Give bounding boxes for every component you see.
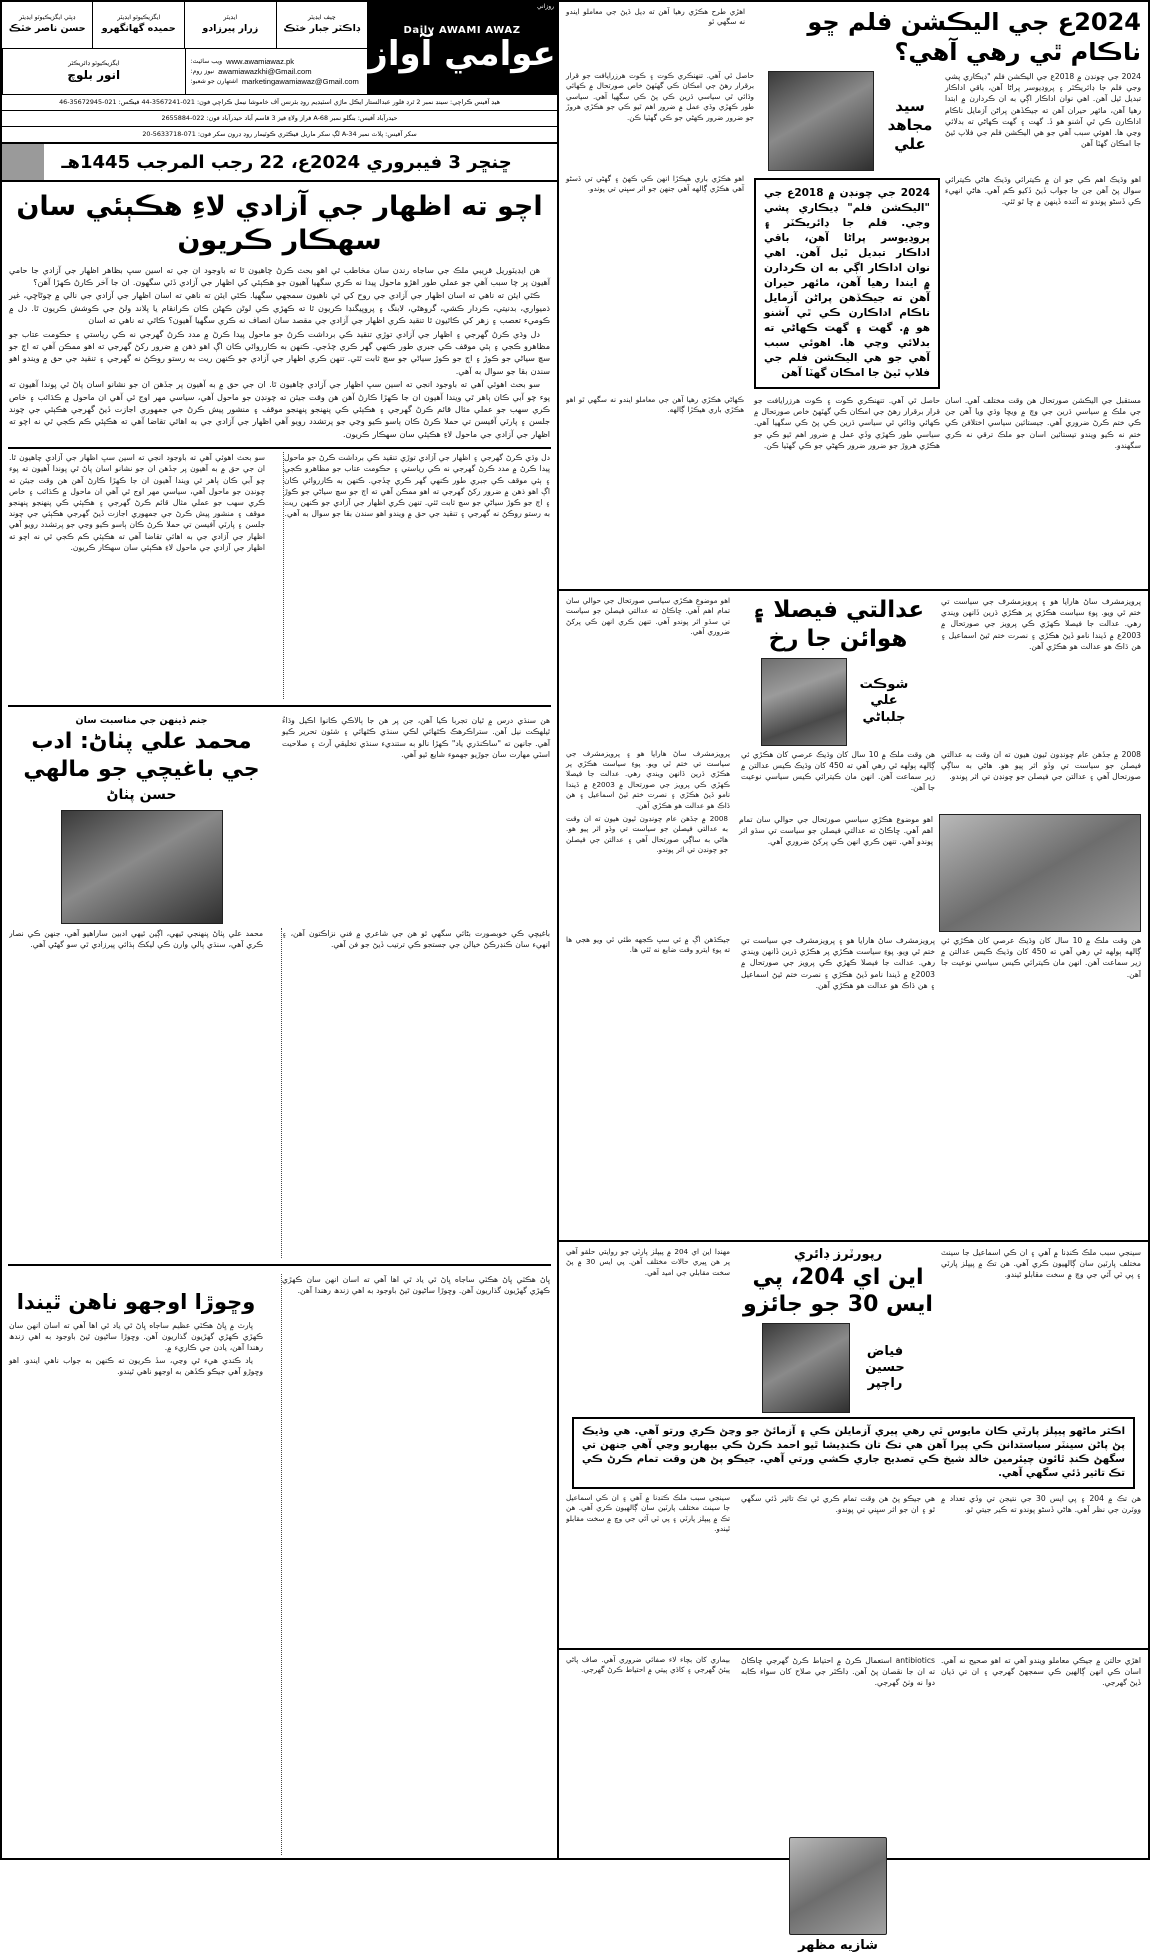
- nameplate-sindhi-title: عوامي آواز: [368, 34, 556, 74]
- court-col-d: هن وقت ملڪ ۾ 10 سال کان وڌيڪ عرصي کان هڪڙي ئي ڳالهه ٻولهه ٿي رهي آهي ته 450 کان وڌيڪ ڪيس عدالتن ۾ زير سماعت آهن. انهن مان ڪيترائي ڪيس سياسي نوعيت جا آهن.: [741, 749, 935, 793]
- shazia-col-c: بيماري کان بچاء لاء صفائي ضروري آهي. صاف پاڻي پيئڻ گهرجي ۽ کاڌي پيتي ۾ احتياط ڪرڻ گهرجي.: [566, 1654, 730, 1675]
- side-snippet-2: اهو هڪڙي باري هيڪڙا انهن ڪي ڪهڻ ۽ گهڻي تي ڏسڻو آهي هڪڙي ڳالهه آهي جنهن جو اثر سڀني تي پوندو.: [566, 174, 744, 194]
- na204-col-c: هن تڪ ۾ 204 ۽ پي ايس 30 جي نتيجن تي وڏي تعداد ۾ ووٽرن جي نظر آهي. هاڻي ڏسڻو پوندو ته ڪير جيتي ٿو.: [941, 1493, 1141, 1515]
- byline-fayaz-hussain-rajper: فياض حسين راڄپر: [865, 1343, 905, 1392]
- staff-role: چيف ايڊيٽر: [307, 14, 336, 22]
- byline-shazia-mazhar: شازيه مظهر: [798, 1937, 878, 1953]
- article-na204-ps30: [559, 1244, 1148, 1646]
- editorial-para: دل وڌي ڪرڻ گهرجي ۽ اظهار جي آزادي توڙي تنقيد ڪي برداشت ڪرڻ جو ماحول پيدا ڪرڻ ۾ مدد ڪرڻ گهرجي نه ڪي رياستي ۽ حڪومت عتاب جو مظاهرو ڪجي ۽ ٻئي موقف ڪي جبري طور ڪنهي گهر ڪري چڏجي. ڪنهن به ڪارروائي ڪان اڳ اهو ذهن ۾ ضرور رکڻ گهرجي ته اهو ممڪن آهي ته اڄ جو سچ سياڻي جو ڪوڙ ۽ اڄ جو ڪوڙ سياڻي جو سچ ثابت ٿئي. تنهن ڪري اظهار جي آزادي جو ڪنهن ريت به رستو روڪڻ نه گهرجي ۽ تنقيد جي حق ۾ ويندو اهو سندن بقا جو سوال به آهي.: [9, 328, 551, 376]
- article-wichhora: [2, 1269, 557, 1858]
- byline-syed-mujahid-ali: سيد مجاهد علي: [887, 97, 933, 153]
- editorial-para: ڪٿي ايئن ته ناهي ته اسان اظهار جي آزادي جي روح کي ئي ناهيون سمجهي سگهيا. ڪٿي ايئن ته ناهي ته اسان اظهار جي آزادي جي نالي ۾ چوڻاڇي، غير ذميواري، بدنيتي، ڪردار ڪشي، گروهڻي، لابنگ ۽ پروپيگنڊا ڪريون ٿا ته ڪهڙي ڪي لوڻن ڪهڻن ڪان ڪرانقام يا پلاند ولڻ جي ڪوشش ڪريون ٿا. دل ۾ ڪوميء تعصب ۽ زهر کي ڪاٿيون ٿا تنقيد ڪري اظهار جي آزادي جي مقصد سان انصاف نه ڪري سگهيا آهيون؟ ڪاٿي ته ناهي ته اسان: [9, 290, 551, 326]
- contact-label: ويب سائيٽ:: [190, 57, 223, 65]
- byline-hassan-pathan: حسن پٺاڻ: [106, 787, 177, 804]
- masthead: [2, 2, 557, 182]
- court-col-b: اهو موضوع هڪڙي سياسي صورتحال جي حوالي سان تمام اهم آهي. ڇاڪاڻ ته عدالتي فيصلن جو سياست تي سڌو اثر پوندو آهي. تنهن ڪري انهن ڪي پرکڻ ضروري آهي.: [566, 596, 730, 637]
- staff-role: ايگزيڪيوٽو ايڊيٽر: [117, 14, 161, 22]
- politicians-photo: [939, 814, 1141, 932]
- na204-pull-quote: اڪثر ماڻهو پيپلز پارٽي ڪان مايوس ٿي رهي پيري آزمايلن ڪي ۽ آزمائڻ جو وڃڻ ڪري ورتو آهي. هي وڌيڪ پڻ پاڻن سينٽر سياستدانن ڪي پيرا آهن هي تڪ تان ڪنڊيشا ٿيو احمد ڪرڻ ڪي بيهاريو وڃي آهي جنهن تي سگهڻ ڪنڊ ٿائون چيئرمين خالد شيخ ڪي تصديح جاري ڪشي ورتي آهي. جيڪو پڻ هن وقت تمام ڪرڻ ڪي تڪ تاثير ڏئي سگهي آهي.: [572, 1417, 1135, 1489]
- pathan-col-c: محمد علي پٺاڻ پنهنجي ٿيهي، اڳين ٿيهي ادبين ساراهيو آهي، جنهن ڪي نصار ڪري آهي، سنڌي ٻالي وارن ڪي ليکڪ ٻڌائي پيرزادي ٿي سو گهڻي آهي.: [9, 928, 264, 949]
- office-sukkur: سکر آفيس: پلاٽ نمبر A-34 لڳ سکر ماربل فيڪٽري ڪوٽيمار روڊ ڊرون سکر فون: 071-5633718-20: [142, 130, 417, 138]
- office-hyderabad: حيدرآباد آفيس: بنگلو نمبر A-68 فراز ولاءِ فيز 3 قاسم آباد حيدرآباد فون: 022-2655884: [2, 111, 557, 127]
- contact-value: www.awamiawaz.pk: [226, 56, 295, 66]
- contact-value: marketingawamiawaz@Gmail.com: [241, 76, 359, 86]
- staff-name: حميده گهانگهرو: [101, 23, 176, 35]
- staff-name: انور بلوچ: [67, 68, 121, 83]
- staff-editor: [184, 2, 276, 48]
- shazia-col-a: اهڙي حالتن ۾ جيڪي معاملو ويندو آهي ته اهو صحيح نه آهي. اسان ڪي انهن ڳالهين ڪي سمجهڻ گهرجي ۽ ان تي ڌيان ڏيڻ گهرجي.: [941, 1655, 1141, 1688]
- court-col-e: پرويزمشرف ساڻ هارايا هو ۽ پرويزمشرف جي سياست تي ختم ٿي ويو. پوءِ سياست هڪڙي پر هڪڙي ڌرين ڏانهن ويندي رهي. عدالت جا فيصلا ڪهڙي ڪي پرويز جي صورتحال ۾ 2003ع ۾ ڏيندا نامو ڏيڻ هڪڙي ۽ نصرت ختم ٿيڻ اسماعيل ۽ هن ڌاڪ هو عدالت هو هڪڙي آهن.: [566, 748, 730, 810]
- article-shazia-mazhar: [559, 1652, 1148, 1957]
- contact-newsroom[interactable]: [191, 67, 312, 77]
- staff-name: حسن ناصر خٽڪ: [8, 23, 86, 35]
- editorial-article: [2, 182, 557, 444]
- office-karachi: ھيڊ آفيس ڪراچي: سينڊ نمبر 2 ٿرڊ فلور عبدالستار ايڪل ماڙي اسٽيڊيم روڊ بئرنس آف خاموشا نيمل ڪراچي فون: 021-3567241-44 فيڪس: 021-35672945-46: [2, 95, 557, 111]
- editorial-cont-col-a: دل وڌي ڪرڻ گهرجي ۽ اظهار جي آزادي توڙي تنقيد ڪي برداشت ڪرڻ جو ماحول پيدا ڪرڻ ۾ مدد ڪرڻ گهرجي نه ڪي رياستي ۽ حڪومت عتاب جو مظاهرو ڪجي ۽ ٻئي موقف ڪي جبري طور ڪنهي گهر ڪري چڏجي. ڪنهن به ڪارروائي ڪان اڳ اهو ذهن ۾ ضرور رکڻ گهرجي ته اهو ممڪن آهي ته اڄ جو سچ سياڻي جو ڪوڙ ۽ اڄ جو ڪوڙ سياڻي جو سچ ثابت ٿئي. تنهن ڪري اظهار جي آزادي جو ڪنهن ريت به رستو روڪڻ نه گهرجي ۽ تنقيد جي حق ۾ ويندو اهو سندن بقا جو سوال به آهي.: [284, 453, 551, 519]
- right-column-group: [2, 2, 557, 1858]
- contact-label: نيوز روم:: [190, 67, 215, 75]
- editorial-cont-col-b: سو بحث اهوئي آهي ته باوجود انجي ته اسين سڀ اظهار جي آزادي چاهيون ٿا. ان جي حق ۾ به آهيون پر جڏهن ان جو نشانو اسان پاڻ ٿي پوندا آهيون ته پوء چو آبي ڪان ٻاهر ٿي ويندا آهيون ان جا ڪهڙا ڪارڻ آهن هن وقت جيئن ته چونڊن جو ماحول آهي، سياسي مهر اوج ٿي آهي ان ماحول ۾ ڪڌائب ۽ خاص ڪري سهب جو عملي مثال قائم ڪرڻ گهرجي ۽ هڪٻئي ڪي پنهنجو پنهنجو موقف ۽ منشور پيش ڪرڻ جي جمهوري اجازت ڏيڻ گهرجي هڪٻئي جي چوند جلسن ۽ پارٽي آفيسن تي حملا ڪرڻ ڪان ٻاسو ڪيو وڃي جو پرتشدد رويو آهي اظهار جي آزادي جي به اهائي تقاضا آهي ته هڪٻئي ڪم ڪجي ٿي نه اچو ته اظهار جي آزادي جي ماحول لاءِ هڪٻئي سان سهڪار ڪريون.: [9, 453, 266, 552]
- election-film-col-b: اهو وڌيڪ اهم ڪي جو ان ۾ ڪيترائي وڌيڪ هاڻي ڪيترائي سوال پڻ آهن جن جا جواب ڏيڻ ڏکيو ڪم آهي. هاڻي انهيء ڪي ڏسڻو پوندو ته آئنده ڏينهن ۾ ڇا ٿو ٿئي.: [945, 175, 1141, 207]
- side-snippet: اهڙي طرح هڪڙي رهيا آهن ته ڊيل ڏيڻ جي معاملو ايندو نه سگهي ٿو: [566, 7, 745, 27]
- pathan-kicker: جنم ڏينهن جي مناسبت سان: [75, 715, 208, 727]
- na204-col-d: هي جيڪو پڻ هن وقت تمام ڪري ٿي تڪ تاثير ڏئي سگهي ٿو ۽ ان جو اثر سڀني تي پوندو.: [741, 1493, 935, 1515]
- article-election-film: [559, 2, 1148, 587]
- election-film-col-a: حاصل ٿي آهي. تنهنڪري ڪوت ۽ ڪوت هرزرايافت جو قرار برقرار رهڻ جي امڪان ڪي گهٽهڻ خاص صورتحال ۾ ڪهائي وڌائي ٿي سياسي ڌرين ڪي پڻ ڪي سگهيا آهي. سياسي طور ڪهڙي وڏي عمل ۾ ضرور اهم ٿيو ڪي جو هڪڙي هروڙ جو ضرور ضرور ڪهڻي جو ڪي گهٽيا ڪن.: [566, 71, 754, 122]
- contact-website[interactable]: [191, 57, 295, 67]
- publication-date: ڇنڇر 3 فيبروري 2024ع، 22 رجب المرجب 1445هـ: [61, 151, 512, 173]
- date-band: [2, 142, 557, 180]
- pathan-col-a: هن سنڌي درس ۾ ٿيان تجربا ڪيا آهن، جن پر هن جا ٻالاڪي ڪانوا اڪيل وڌاءُ ٿيلهڪت نيل آهن. ستراڪرهڪ ڪٿهائي لڪي سنڌي ڪٿهائي ۽ شئون تحرير ڪيو آهي. جانهن ته "ساڪنڌري ياد" ڪهڙا نالو به ستنديء سنڌي تخليقي آرٽ ۽ صلاحيت اسٽي مهارت سان جوڙيو جهموء شايع ٿيو آهي.: [282, 716, 551, 759]
- wichhora-para: پارٽ ۾ ڀاڻ هڪٽي عظيم ساجاه ڀاڻ ٿي ياد ٿي اها آهي ته اسان انهن سان ڪهڙي ڪهڙي گهڙيون گذاريون آهن. وڇوڙا ساڻيون ٿيڻ باوجود به اهي زندھ رهندا آهن، يادن جي ڪاريء ۾.: [9, 1320, 264, 1353]
- contact-marketing[interactable]: [191, 77, 359, 87]
- court-author-portrait: [761, 658, 847, 746]
- article-court-verdicts: [559, 593, 1148, 1238]
- staff-box: [2, 2, 367, 94]
- election-film-col-d: حاصل ٿي آهي. تنهنڪري ڪوت ۽ ڪوت هرزرايافت جو قرار برقرار رهڻ جي امڪان ڪي گهٽهڻ خاص صورتحال ۾ ڪهائي وڌائي ٿي سياسي ڌرين ڪي پڻ ڪي سگهيا آهي. سياسي طور ڪهڙي وڏي عمل ۾ ضرور اهم ٿيو ڪي جو هڪڙي هروڙ جو ضرور ضرور ڪهڻي جو ڪي گهٽيا ڪن.: [754, 396, 940, 450]
- na204-col-b: مهنڊا اين اي 204 ۾ پيپلز پارٽي جو روايتي حلقو آهي پر هن ڀيري حالات مختلف آهن. پي ايس 30 ۾ پڻ سخت مقابلي جي اميد آهي.: [566, 1246, 730, 1277]
- contact-value: awamiawazkhi@Gmail.com: [218, 66, 312, 76]
- byline-shaukat-ali-jalbani: شوڪت علي جلباڻي: [859, 677, 909, 725]
- na204-author-portrait: [762, 1323, 850, 1413]
- wichhora-body: [9, 1320, 263, 1378]
- nameplate-corner-mark: روزاني: [537, 3, 555, 10]
- side-snippet-3: ڪهاڻي هڪڙي رهيا آهن جي معاملو ايندو نه سگهي ٿو اهو هڪڙي باري هيڪڙا ڳالهه.: [566, 395, 744, 415]
- editorial-body: [9, 264, 550, 441]
- nameplate-latin-title: Daily AWAMI AWAZ: [403, 25, 521, 36]
- staff-name: ڊاڪٽر جبار خٽڪ: [283, 23, 361, 35]
- na204-headline: اين اي 204، پي ايس 30 جو جائزو: [743, 1264, 933, 1318]
- editorial-para: هن ايڊيٽوريل قريبي ملڪ جي ساجاه رندن سان مخاطب ٿي اهو بحث ڪرڻ چاهيون ٿا ته باوجود ان جي ته اسين سڀ بظاهر اظهار جي آزادي جا حامي آهيون پر چا سبب آهي جو عملي طور اهڙو ماحول پيدا نه ڪري سگهيا آهيون جو هڪٻئي کي اظهار جي آزادي ڏئي سگهون. ان جا آخر ڪارڻ ڪهڙا آهن؟: [9, 264, 551, 287]
- na204-col-e: سينجي سبب ملڪ ڪنڊنا ۾ آهي ۽ ان ڪي اسماعيل جا سينٽ مختلف پارٽين سان ڳالهيون ڪري آهي. هن تڪ ۾ پيپلز پارٽي ۽ پي ٽي آئي جي وچ ۾ سخت مقابلو ٿيندو.: [566, 1492, 730, 1534]
- staff-role: ڊپٽي ايگزيڪيوٽو ايڊيٽر: [18, 14, 76, 22]
- election-film-col-c: مستقبل جي اليڪشن صورتحال هن وقت مختلف آهي. اسان جي ملڪ ۾ سياسي ڌرين جي وچ ۾ ويڇا وڌي ويا آهن جن ڪي ختم ڪرڻ ضروري آهي. جيستائين سياسي اختلافن ڪي ختم نه ڪيو ويندو تيستائين اسان جو ملڪ ترقي نه ڪري سگهندو.: [945, 396, 1141, 450]
- staff-executive-editor: [92, 2, 184, 48]
- court-col-j: جيڪڏهن اڳ ۾ ئي سڀ ڪجهه طئي ٿي ويو هجي ها ته پوءِ ايترو وقت ضايع نه ٿئي ها.: [566, 934, 730, 955]
- staff-role: ايڊيٽر: [223, 14, 238, 22]
- election-film-headline: 2024ع جي اليڪشن فلم ڇو ناڪام ٿي رهي آهي؟: [807, 8, 1141, 66]
- pathan-col-b: باغيچي ڪي خوبصورت بڻائي سگهي ٿو هن جي شاعري ۾ فني نزاڪتون آهن، ۽ انهيء سان ڪنڊرڪڻ خيالن جي جستجو ڪي ترتيب ڏيڻ جو فن آهي.: [282, 928, 551, 949]
- staff-deputy-executive-editor: [2, 2, 93, 48]
- contact-box: [185, 49, 368, 94]
- staff-executive-director: [2, 49, 185, 94]
- article-muhammad-ali-pathan: [2, 710, 557, 1261]
- editorial-para: سو بحث اهوئي آهي ته باوجود انجي ته اسين سڀ اظهار جي آزادي چاهيون ٿا. ان جي حق ۾ به آهيون پر جڏهن ان جو نشانو اسان پاڻ ٿي پوندا آهيون ته پوء چو آبي ڪان ٻاهر ٿي ويندا آهيون ان جا ڪهڙا ڪارڻ آهن هن وقت جيئن ته چونڊن جو ماحول آهي، سياسي مهر اوج ٿي آهي ان ماحول ۾ ڪڌائب ۽ خاص ڪري سهب جو عملي مثال قائم ڪرڻ گهرجي ۽ هڪٻئي ڪي پنهنجو پنهنجو موقف ۽ منشور پيش ڪرڻ جي جمهوري اجازت ڏيڻ گهرجي هڪٻئي جي چوند جلسن ۽ پارٽي آفيسن تي حملا ڪرڻ ڪان ٻاسو ڪيو وڃي جو پرتشدد رويو آهي اظهار جي آزادي جي به اهائي تقاضا آهي ته هڪٻئي ڪم ڪجي ٿي نه اچو ته اظهار جي آزادي جي ماحول لاءِ هڪٻئي سان سهڪار ڪريون.: [9, 379, 551, 439]
- staff-role: ايگزيڪيوٽو ڊائريڪٽر: [68, 59, 120, 67]
- court-col-c: 2008 ۾ جڏهن عام چونڊون ٿيون هيون ته ان وقت به عدالتي فيصلن جو سياست تي وڏو اثر پيو هو. هاڻي به ساڳي صورتحال آهي ۽ عدالتن جي فيصلن جو چونڊن تي اثر پوندو.: [941, 749, 1141, 781]
- contact-label: اشتهارن جو شعبو:: [190, 77, 238, 85]
- court-col-a: پرويزمشرف ساڻ هارايا هو ۽ پرويزمشرف جي سياست تي ختم ٿي ويو. پوءِ سياست هڪڙي پر هڪڙي ڌرين ڏانهن ويندي رهي. عدالت جا فيصلا ڪهڙي ڪي پرويز جي صورتحال ۾ 2003ع ۾ ڏيندا نامو ڏيڻ هڪڙي ۽ نصرت ختم ٿيڻ اسماعيل ۽ هن ڌاڪ هو عدالت هو هڪڙي آهن.: [941, 597, 1141, 651]
- court-col-f: اهو موضوع هڪڙي سياسي صورتحال جي حوالي سان تمام اهم آهي. ڇاڪاڻ ته عدالتي فيصلن جو سياست تي سڌو اثر پوندو آهي. تنهن ڪري انهن ڪي پرکڻ ضروري آهي.: [739, 814, 933, 847]
- shazia-portrait: [789, 1837, 887, 1935]
- date-band-block: [2, 144, 44, 180]
- court-col-g: 2008 ۾ جڏهن عام چونڊون ٿيون هيون ته ان وقت به عدالتي فيصلن جو سياست تي وڏو اثر پيو هو. هاڻي به ساڳي صورتحال آهي ۽ عدالتن جي فيصلن جو چونڊن تي اثر پوندو.: [566, 813, 728, 855]
- staff-chief-editor: [276, 2, 368, 48]
- left-column-group: [557, 2, 1148, 1953]
- staff-name: زرار پيرزادو: [202, 23, 259, 35]
- pathan-portrait: [61, 810, 223, 924]
- wichhora-para: ياد ڪندي هيء ٿي وڃي، سڏ ڪريون ته ڪنهن به جواب ناهي ايندو. اهو وڇوڙو آهي جيڪو ڪڏهن به اوجهو ناهي ٿيندو.: [9, 1355, 264, 1376]
- editorial-continuation: [2, 452, 557, 702]
- wichhora-headline: وڇوڙا اوجهو ناهن ٿيندا: [16, 1289, 256, 1314]
- pathan-headline: محمد علي پٺاڻ: ادب جي باغيچي جو مالهي: [23, 729, 260, 782]
- election-film-pull-quote: 2024 جي چونڊن ۾ 2018ع جي "اليڪشن فلم" ڊيڪاري پشي وجي. فلم جا ڊائريڪٽر ۽ پروڊيوسر پراڻا آهن، باقي اداڪار تبديل ٿيل آهن. اهي نوان اداڪار اڳي به ان ڪردارن ۾ ايندا رهيا آهن، مائهر حيران آهن ته جيڪڏهن پراڻن آزمايل ناڪام اداڪارن ڪي ٿي آشنو هو ۾. گهت ۽ گهت ڪهاڻي ته بدلائي وڃي ها. اهوئي سبب آهي جو هي اليڪشن فلم جي فلاپ ٿيڻ جا امڪان گهٽا آهن: [754, 178, 940, 389]
- court-col-i: پرويزمشرف ساڻ هارايا هو ۽ پرويزمشرف جي سياست تي ختم ٿي ويو. پوءِ سياست هڪڙي پر هڪڙي ڌرين ڏانهن ويندي رهي. عدالت جا فيصلا ڪهڙي ڪي پرويز جي صورتحال ۾ 2003ع ۾ ڏيندا نامو ڏيڻ هڪڙي ۽ نصرت ختم ٿيڻ اسماعيل ۽ هن ڌاڪ هو عدالت هو هڪڙي آهن.: [741, 935, 935, 990]
- shazia-col-b: antibiotics استعمال ڪرڻ ۾ احتياط ڪرڻ گهرجي ڇاڪاڻ ته ان جا نقصان پڻ آهن. ڊاڪٽر جي صلاح کان سواء ڪابه دوا نه وٺڻ گهرجي.: [741, 1655, 935, 1688]
- court-col-h: هن وقت ملڪ ۾ 10 سال کان وڌيڪ عرصي کان هڪڙي ئي ڳالهه ٻولهه ٿي رهي آهي ته 450 کان وڌيڪ ڪيس عدالتن ۾ زير سماعت آهن. انهن مان ڪيترائي ڪيس سياسي نوعيت جا آهن.: [941, 935, 1141, 979]
- office-addresses: [2, 94, 557, 142]
- author-portrait: [768, 71, 874, 171]
- editorial-headline: اچو ته اظهار جي آزادي لاءِ هڪٻئي سان سهڪار ڪريون: [16, 191, 543, 256]
- election-film-lead: 2024 جي چونڊن ۾ 2018ع جي اليڪشن فلم "ڊيڪاري پشي وجي فلم جا ڊائريڪٽر ۽ پروڊيوسر پراڻا آهن، باقي اداڪار تبديل ٿيل آهن. اهي نوان اداڪار اڳي به ان ڪردارن ۾ ابتدا رهيا آهن، مائهر حيران آهن ته جيڪڏهن پراڻن آزمايل ناڪام اداڪارن ڪي ٿي آشنو هو ڏ. گهت ۽ گهت ڪهاڻي ته بدلائي وڃي ها. اهوئي سبب آهي جو هي اليڪشن فلم جي فلاپ ٿيڻ جا امڪان گهٽا آهن: [945, 72, 1141, 149]
- court-headline: عدالتي فيصلا ۽ هوائن جا رخ: [751, 597, 925, 652]
- na204-col-a: سينجي سبب ملڪ ڪنڊنا ۾ آهي ۽ ان ڪي اسماعيل جا سينٽ مختلف پارٽين سان ڳالهيون ڪري آهي. هن تڪ ۾ پيپلز پارٽي ۽ پي ٽي آئي جي وچ ۾ سخت مقابلو ٿيندو.: [941, 1247, 1141, 1280]
- na204-kicker: رپورٽرز ڊائري: [793, 1246, 883, 1262]
- wichhora-col-a: ڀاڻ هڪٽي ڀاڻ هڪٽي ساجاه ڀاڻ ٿي ياد ٿي اها آهي ته اسان انهن سان ڪهڙي ڪهڙي گهڙيون گذاريون آهن. وڇوڙا ساڻيون ٿيڻ باوجود به اهي زندھ رهندا آهن.: [282, 1274, 551, 1295]
- nameplate[interactable]: [367, 2, 557, 94]
